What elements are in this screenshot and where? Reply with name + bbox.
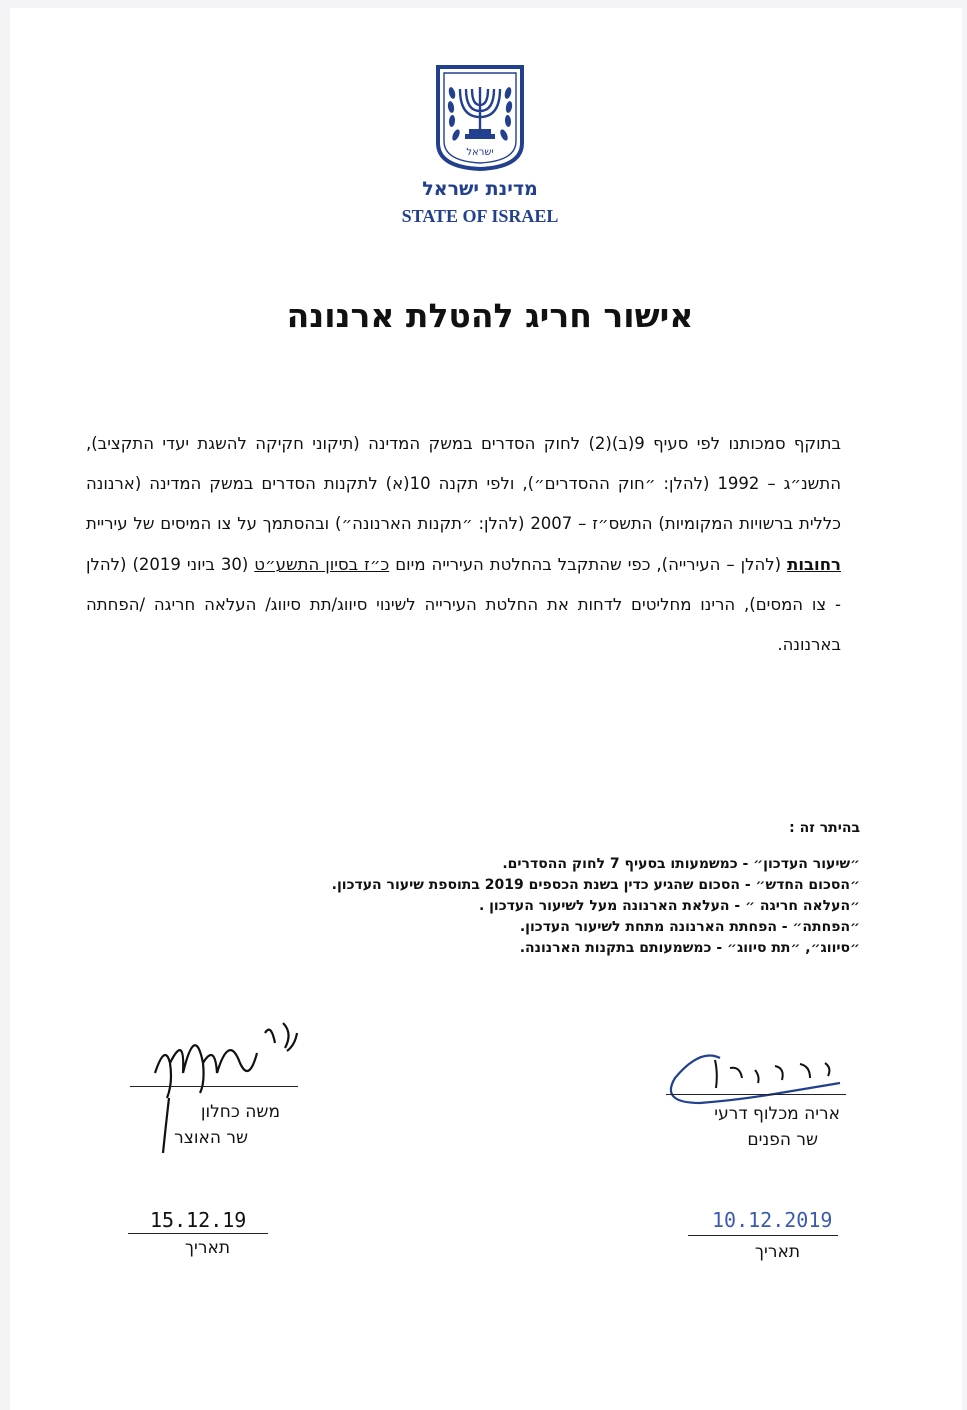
body-text-3: (30 ביוני 2019) (להלן - צו המסים),	[86, 554, 841, 614]
definitions-list	[190, 854, 860, 959]
signatory-role-right: שר הפנים	[747, 1130, 818, 1150]
signature-line-left	[130, 1086, 298, 1087]
body-text-1: בתוקף סמכותנו לפי סעיף 9(ב)(2) לחוק הסדרים במשק המדינה (תיקוני חקיקה להשגת יעדי התקציב), התשנ״ג – 1992 (להלן: ״חוק ההסדרים״), ולפי תקנה 10(א) לתקנות הסדרים במשק המדינה (ארנונה כללית ברשויות המקומיות) התשס״ז – 2007 (להלן: ״תקנות הארנונה״) ובהסתמך על צו המיסים של עיריית	[86, 434, 842, 534]
date-line-right	[688, 1235, 838, 1236]
date-line-left	[128, 1233, 268, 1234]
signatory-name-left: משה כחלון	[200, 1102, 280, 1122]
definitions-heading: בהיתר זה :	[789, 820, 860, 836]
body-text-4: הרינו מחליטים לדחות את החלטת העירייה לשינוי סיווג/תת סיווג/ העלאה חריגה /הפחתה בארנונה.	[86, 594, 841, 655]
definition-item: ״העלאה חריגה ״ - העלאת הארנונה מעל לשיעור העדכון .	[478, 898, 860, 914]
definition-item: ״סיווג״, ״תת סיווג״ - כמשמעותם בתקנות הארנונה.	[519, 940, 860, 956]
body-text-2: (להלן – העירייה), כפי שהתקבל בהחלטת העירייה מיום	[395, 554, 782, 574]
signatory-name-right: אריה מכלוף דרעי	[714, 1104, 840, 1124]
definition-item: ״שיעור העדכון״ - כמשמעותו בסעיף 7 לחוק ההסדרים.	[502, 856, 860, 872]
definition-item: ״הפחתה״ - הפחתת הארנונה מתחת לשיעור העדכון.	[519, 919, 860, 935]
city-name: רחובות	[787, 554, 841, 574]
document-page	[10, 8, 962, 1410]
signatory-role-left: שר האוצר	[174, 1128, 248, 1148]
definition-item: ״הסכום החדש״ - הסכום שהגיע כדין בשנת הכספים 2019 בתוספת שיעור העדכון.	[331, 877, 860, 893]
svg-text:ישראל: ישראל	[466, 147, 494, 158]
date-label-left: תאריך	[184, 1238, 230, 1258]
state-emblem-icon	[434, 63, 526, 173]
letterhead-hebrew: מדינת ישראל	[422, 178, 538, 200]
letterhead-english: STATE OF ISRAEL	[401, 206, 559, 226]
body-paragraph	[86, 424, 841, 665]
date-label-right: תאריך	[754, 1242, 800, 1262]
date-value-right: 10.12.2019	[712, 1208, 833, 1232]
date-value-left: 15.12.19	[150, 1208, 247, 1232]
signature-line-right	[666, 1094, 846, 1095]
decision-date: כ״ז בסיון התשע״ט	[254, 554, 390, 574]
document-title: אישור חריג להטלת ארנונה	[286, 296, 694, 335]
